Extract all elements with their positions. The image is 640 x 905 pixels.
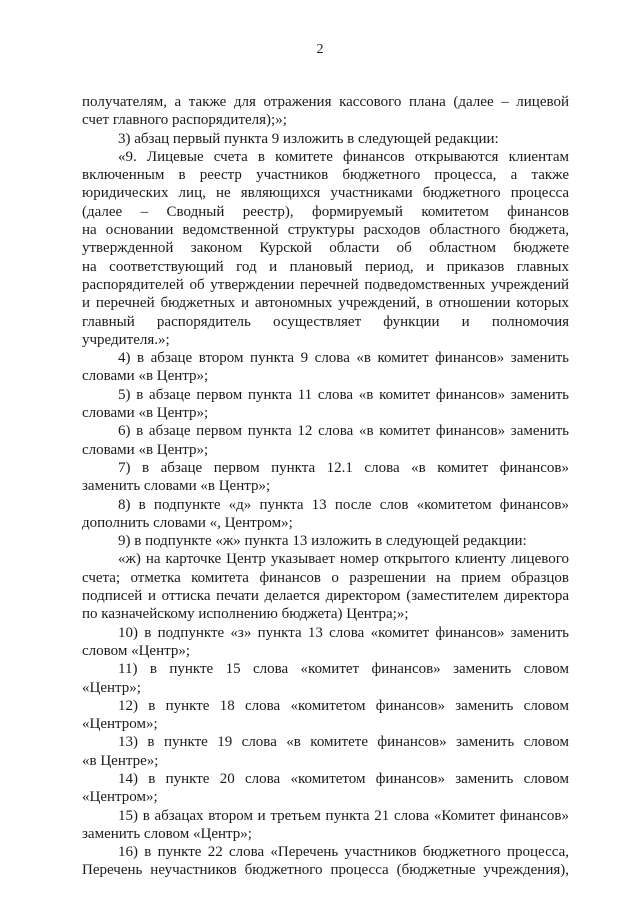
text-line: «Центр»; bbox=[82, 679, 141, 696]
text-line: 15) в абзацах втором и третьем пункта 21 слова «Комитет финансов» bbox=[118, 807, 569, 824]
text-line: «9. Лицевые счета в комитете финансов открываются клиентам bbox=[118, 148, 569, 165]
text-line: на соответствующий год и плановый период, и приказов главных bbox=[82, 258, 569, 275]
text-line: 4) в абзаце втором пункта 9 слова «в комитет финансов» заменить bbox=[118, 350, 569, 367]
text-line: распорядителей об утверждении перечней подведомственных учреждений bbox=[82, 276, 569, 293]
text-line: «ж) на карточке Центр указывает номер открытого клиенту лицевого bbox=[118, 551, 569, 568]
text-line: дополнить словами «, Центром»; bbox=[82, 514, 293, 531]
text-line: «в Центре»; bbox=[82, 752, 159, 769]
text-line: 10) в подпункте «з» пункта 13 слова «комитет финансов» заменить bbox=[118, 624, 569, 641]
text-line: счета; отметка комитета финансов о разрешении на прием образцов bbox=[82, 569, 569, 586]
text-line: заменить словом «Центр»; bbox=[82, 825, 252, 842]
text-line: словами «в Центр»; bbox=[82, 405, 209, 422]
text-line: 13) в пункте 19 слова «в комитете финансов» заменить словом bbox=[118, 734, 569, 751]
text-line: 14) в пункте 20 слова «комитетом финансов» заменить словом bbox=[118, 770, 569, 787]
text-line: и перечней бюджетных и автономных учреждений, в отношении которых bbox=[82, 295, 569, 312]
text-line: счет главного распорядителя);»; bbox=[82, 112, 287, 129]
text-line: «Центром»; bbox=[82, 789, 158, 806]
text-line: (далее – Сводный реестр), формируемый комитетом финансов bbox=[82, 203, 569, 220]
text-line: словом «Центр»; bbox=[82, 642, 191, 659]
text-line: Перечень неучастников бюджетного процесса (бюджетные учреждения), bbox=[82, 862, 569, 879]
text-line: словами «в Центр»; bbox=[82, 368, 209, 385]
text-line: словами «в Центр»; bbox=[82, 441, 209, 458]
text-line: 12) в пункте 18 слова «комитетом финансов» заменить словом bbox=[118, 697, 569, 714]
text-line: 16) в пункте 22 слова «Перечень участников бюджетного процесса, bbox=[118, 844, 569, 861]
text-line: подписей и оттиска печати делается директором (заместителем директора bbox=[82, 588, 569, 605]
text-line: 7) в абзаце первом пункта 12.1 слова «в комитет финансов» bbox=[118, 459, 569, 476]
text-line: 9) в подпункте «ж» пункта 13 изложить в следующей редакции: bbox=[118, 533, 527, 550]
text-line: утвержденной законом Курской области об областном бюджете bbox=[82, 240, 569, 257]
text-line: 5) в абзаце первом пункта 11 слова «в комитет финансов» заменить bbox=[118, 386, 569, 403]
text-line: 6) в абзаце первом пункта 12 слова «в комитет финансов» заменить bbox=[118, 423, 569, 440]
text-line: 8) в подпункте «д» пункта 13 после слов «комитетом финансов» bbox=[118, 496, 569, 513]
text-line: получателям, а также для отражения кассового плана (далее – лицевой bbox=[82, 94, 569, 110]
text-line: заменить словами «в Центр»; bbox=[82, 478, 271, 495]
page-number: 2 bbox=[316, 42, 324, 57]
text-line: учредителя.»; bbox=[82, 331, 170, 348]
text-line: юридических лиц, не являющихся участниками бюджетного процесса bbox=[82, 185, 569, 202]
text-line: 11) в пункте 15 слова «комитет финансов» заменить словом bbox=[118, 661, 569, 678]
text-line: главный распорядитель осуществляет функции и полномочия bbox=[82, 313, 569, 330]
text-line: «Центром»; bbox=[82, 716, 158, 733]
text-line: на основании ведомственной структуры расходов областного бюджета, bbox=[82, 222, 569, 239]
text-line: включенным в реестр участников бюджетного процесса, а также bbox=[82, 167, 569, 184]
document-body bbox=[82, 93, 569, 880]
text-line: по казначейскому исполнению бюджета) Центра;»; bbox=[82, 606, 409, 623]
text-line: 3) абзац первый пункта 9 изложить в следующей редакции: bbox=[118, 130, 499, 147]
